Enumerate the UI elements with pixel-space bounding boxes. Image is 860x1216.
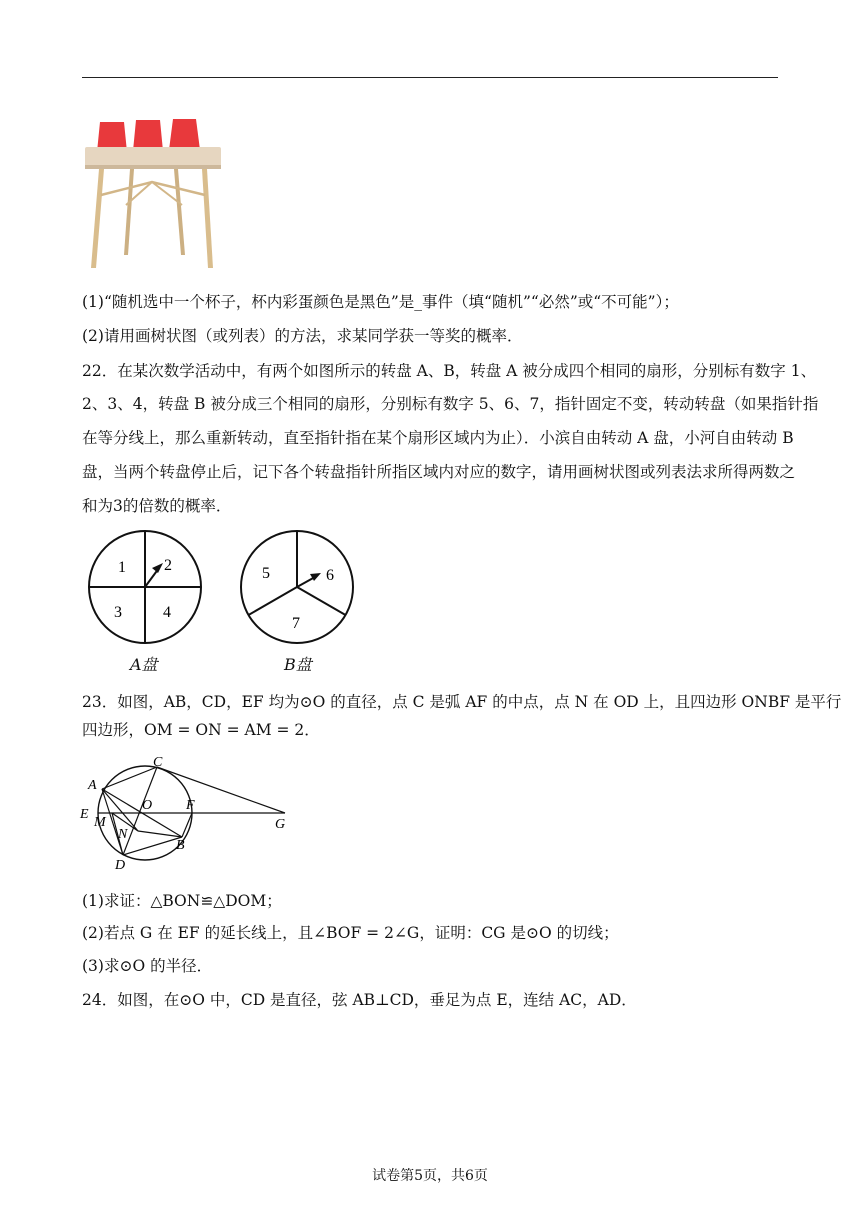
- spinner-b-caption: B盘: [284, 655, 312, 674]
- q22-line3: 在等分线上，那么重新转动，直至指针指在某个扇形区域内为止）．小滨自由转动 A 盘，小河自由转动 B: [82, 429, 794, 447]
- spinner-a-number-1: 1: [118, 559, 126, 576]
- spinner-b-number-7: 7: [292, 615, 300, 632]
- q24-line1: 24．如图，在⊙O 中，CD 是直径，弦 AB⊥CD，垂足为点 E，连结 AC，AD．: [82, 991, 637, 1009]
- q22-line4: 盘，当两个转盘停止后，记下各个转盘指针所指区域内对应的数字，请用画树状图或列表法求所得两数之: [82, 463, 796, 481]
- label-O: O: [142, 798, 153, 813]
- spinner-a-figure: [85, 530, 205, 650]
- label-E: E: [80, 807, 89, 822]
- q23-part2: (2)若点 G 在 EF 的延长线上，且∠BOF = 2∠G，证明：CG 是⊙O 的切线；: [82, 924, 619, 942]
- q22-line2: 2、3、4，转盘 B 被分成三个相同的扇形，分别标有数字 5、6、7，指针固定不变，转动转盘（如果指针指: [82, 395, 819, 413]
- header-rule: [82, 77, 778, 78]
- spinner-b-number-6: 6: [326, 567, 334, 584]
- spinner-b-figure: [237, 530, 357, 650]
- label-N: N: [118, 827, 128, 842]
- label-M: M: [94, 815, 106, 830]
- label-D: D: [115, 858, 126, 872]
- q23-part3: (3)求⊙O 的半径．: [82, 957, 213, 975]
- label-C: C: [153, 755, 163, 770]
- q23-line2: 四边形，OM = ON = AM = 2．: [82, 721, 320, 739]
- spinner-a-number-2: 2: [164, 557, 172, 574]
- spinner-a-number-3: 3: [114, 604, 122, 621]
- q22-line1: 22．在某次数学活动中，有两个如图所示的转盘 A、B，转盘 A 被分成四个相同的扇形，分别标有数字 1、: [82, 362, 817, 380]
- q21-part2: (2)请用画树状图（或列表）的方法，求某同学获一等奖的概率．: [82, 327, 523, 345]
- q21-part1: (1)“随机选中一个杯子，杯内彩蛋颜色是黑色”是_事件（填“随机”“必然”或“不可能”）；: [82, 293, 679, 311]
- q22-line5: 和为3的倍数的概率．: [82, 497, 232, 515]
- label-G: G: [275, 817, 286, 832]
- spinner-a-number-4: 4: [163, 604, 171, 621]
- circle-geometry-figure: [78, 752, 293, 872]
- label-F: F: [186, 798, 195, 813]
- spinner-b-number-5: 5: [262, 565, 270, 582]
- q23-part1: (1)求证：△BON≌△DOM；: [82, 892, 282, 910]
- label-B: B: [176, 838, 185, 853]
- spinner-a-caption: A盘: [130, 655, 158, 674]
- table-with-cups-image: [82, 110, 227, 270]
- page-footer: 试卷第5页，共6页: [372, 1168, 488, 1184]
- q23-line1: 23．如图，AB，CD，EF 均为⊙O 的直径，点 C 是弧 AF 的中点，点 N 在 OD 上，且四边形 ONBF 是平行: [82, 693, 842, 711]
- label-A: A: [88, 778, 97, 793]
